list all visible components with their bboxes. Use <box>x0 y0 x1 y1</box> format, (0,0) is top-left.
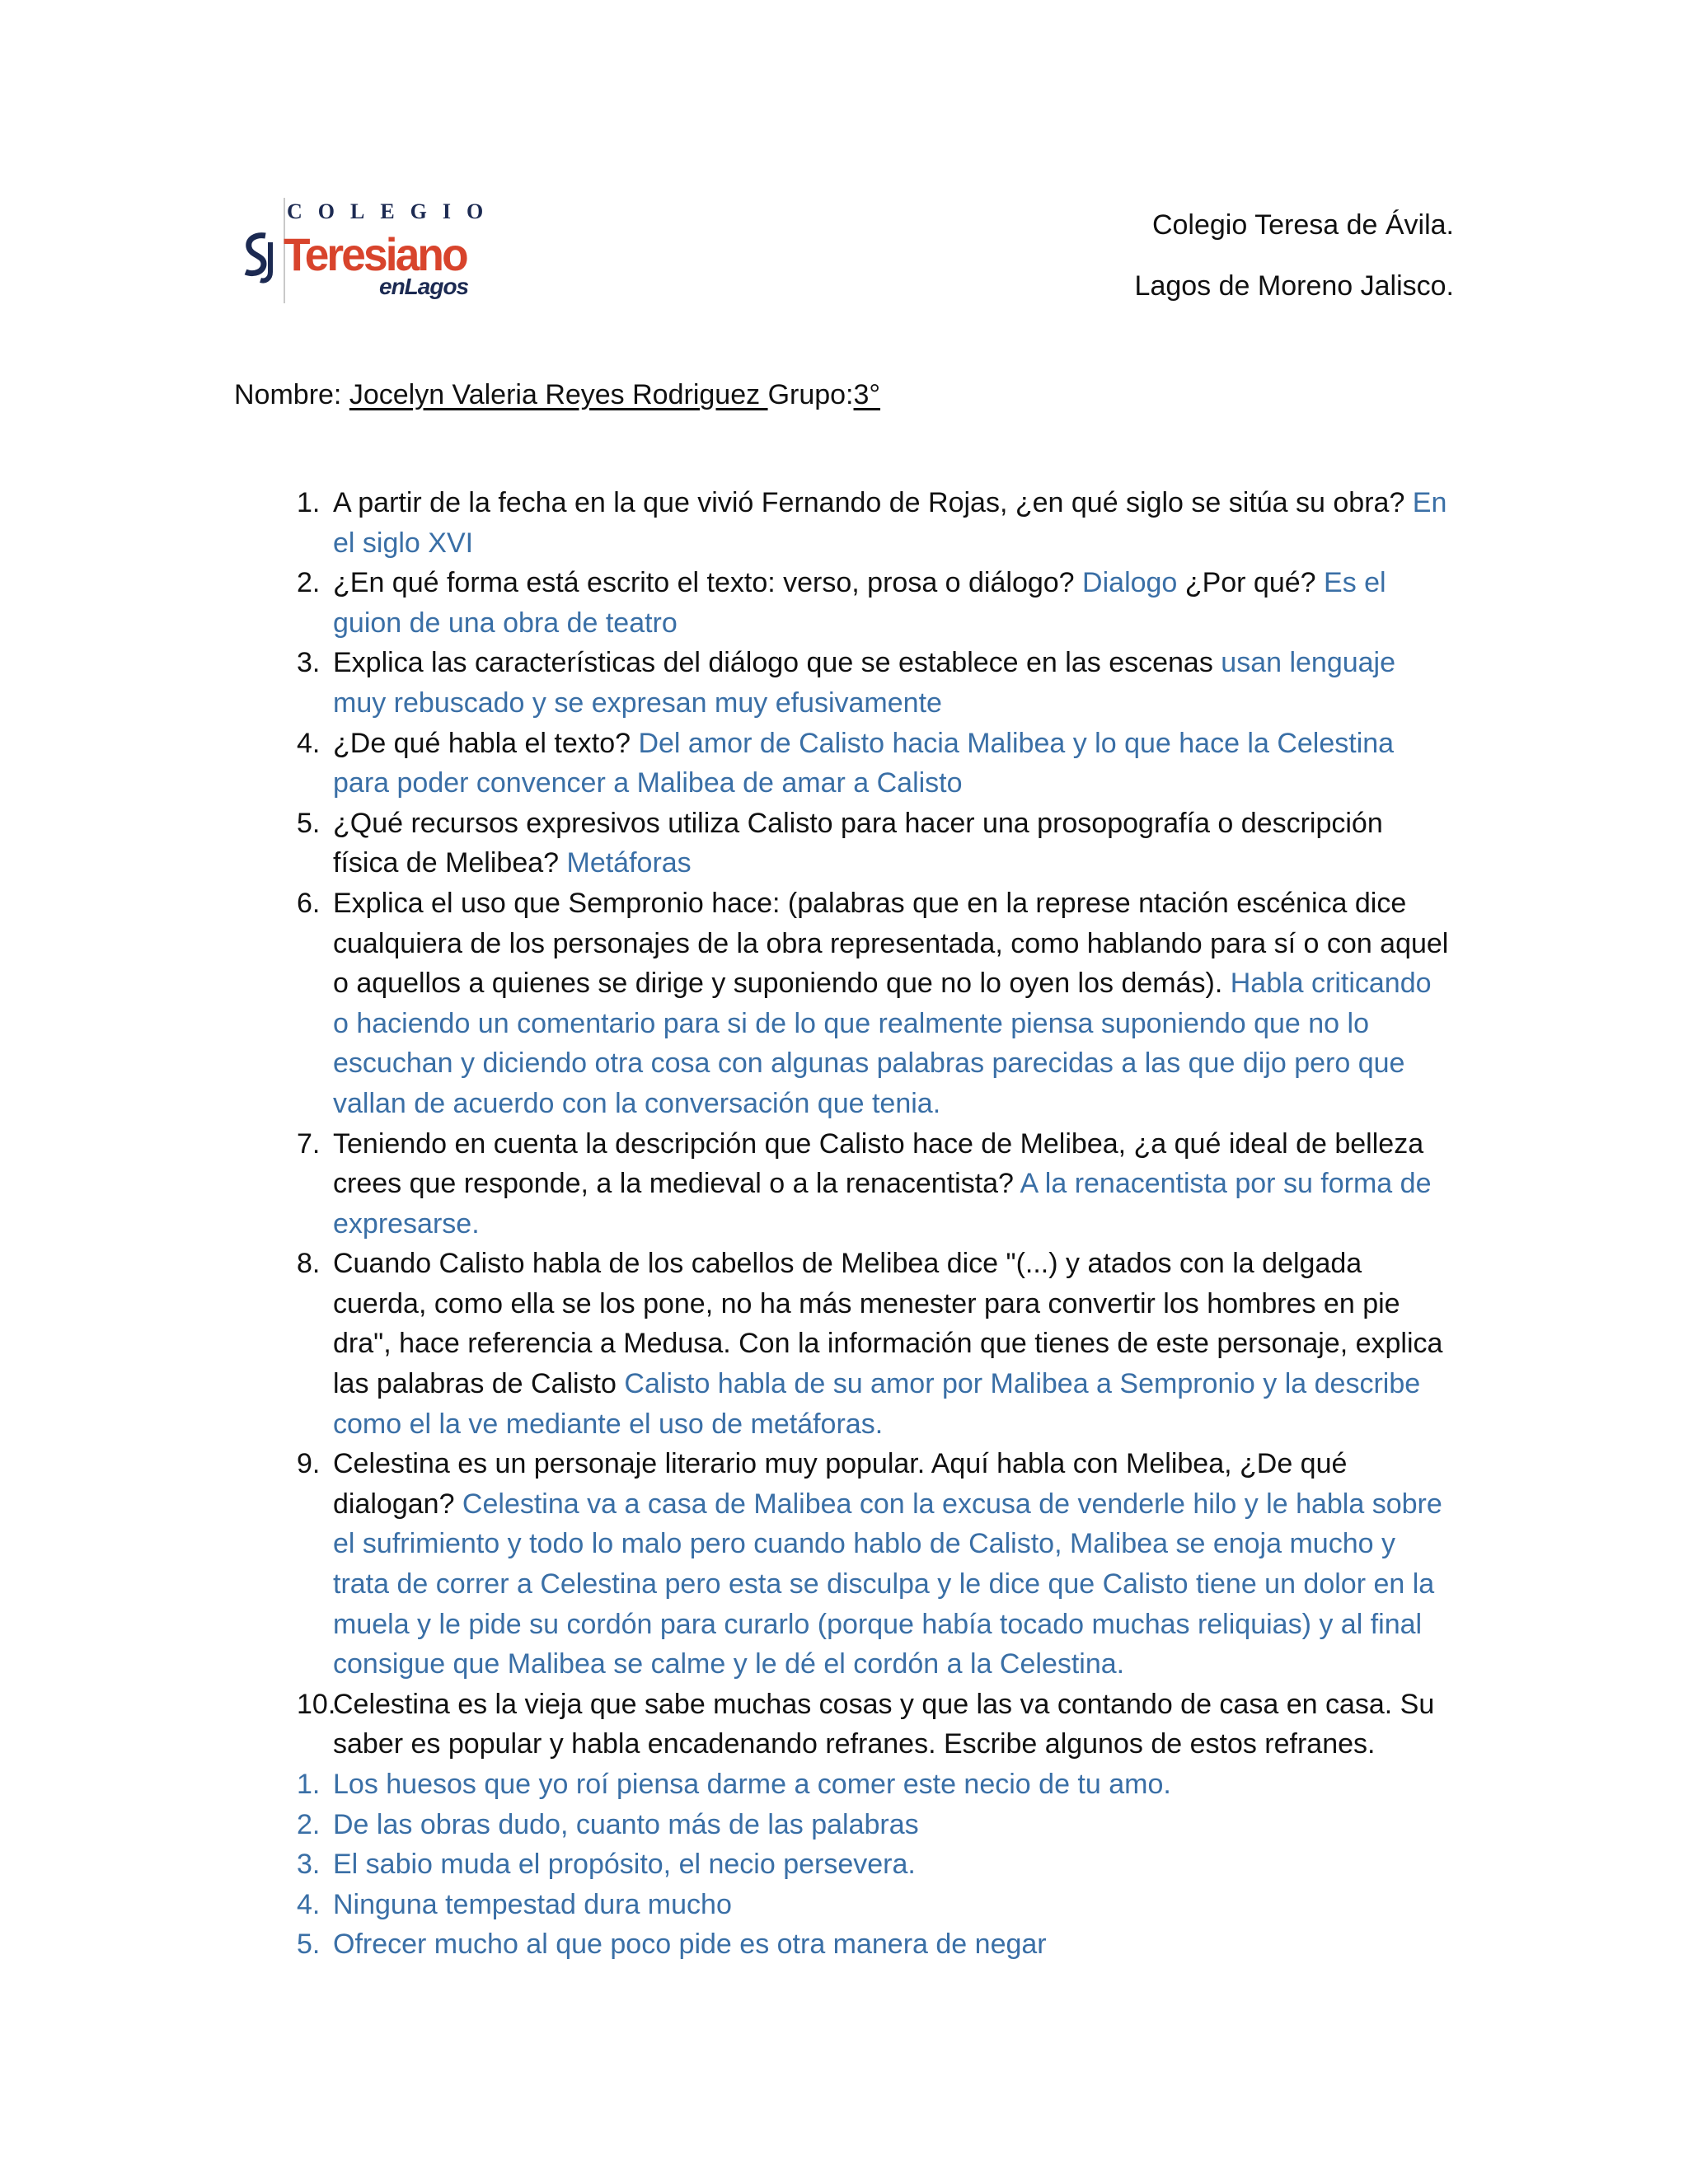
answer-text-followup: Es el guion de una obra de teatro <box>333 567 1386 639</box>
question-text: Explica el uso que Sempronio hace: (palabras que en la represe ntación escénica dice cualquiera de los personajes de la obra representada, como hablando para sí o con aquel o aquellos a quienes se dirige y suponiendo que no lo oyen los demás). <box>333 887 1449 1000</box>
refran-number: 5. <box>297 1929 321 1961</box>
refran-text: El sabio muda el propósito, el necio persevera. <box>333 1849 916 1881</box>
group-value: 3° <box>853 379 881 410</box>
question-number: 2. <box>297 567 321 599</box>
question-item <box>234 643 1454 723</box>
question-number: 9. <box>297 1448 321 1480</box>
answer-text: Celestina va a casa de Malibea con la excusa de venderle hilo y le habla sobre el sufrimiento y todo lo malo pero cuando hablo de Calisto, Malibea se enoja mucho y trata de correr a Celestina pero esta se disculpa y le dice que Calisto tiene un dolor en la muela y le pide su cordón para curarlo (porque había tocado muchas reliquias) y al final consigue que Malibea se calme y le dé el cordón a la Celestina. <box>333 1488 1442 1680</box>
question-list <box>234 483 1454 1965</box>
answer-text: Dialogo <box>1082 567 1178 599</box>
question-number: 1. <box>297 487 321 518</box>
refran-item <box>234 1844 1454 1885</box>
student-info <box>234 379 880 411</box>
question-number: 10. <box>297 1688 336 1720</box>
refran-text: De las obras dudo, cuanto más de las palabras <box>333 1808 919 1840</box>
question-item <box>234 1124 1454 1244</box>
answer-text: Del amor de Calisto hacia Malibea y lo que hace la Celestina para poder convencer a Malibea de amar a Calisto <box>333 727 1395 799</box>
refran-text: Ofrecer mucho al que poco pide es otra manera de negar <box>333 1929 1047 1961</box>
sj-monogram-icon <box>241 231 277 284</box>
question-number: 7. <box>297 1127 321 1160</box>
refran-number: 4. <box>297 1888 321 1920</box>
question-text: Teniendo en cuenta la descripción que Calisto hace de Melibea, ¿a qué ideal de belleza crees que responde, a la medieval o a la renacentista? <box>333 1127 1424 1200</box>
logo-text-teresiano: Teresiano <box>284 228 467 280</box>
question-number: 6. <box>297 887 321 919</box>
answer-text: Metáforas <box>566 847 692 879</box>
question-text: Celestina es un personaje literario muy popular. Aquí habla con Melibea, ¿De qué dialogan? <box>333 1448 1348 1520</box>
question-item <box>234 483 1454 563</box>
question-item <box>234 724 1454 804</box>
answer-text: A la renacentista por su forma de expresarse. <box>333 1168 1432 1240</box>
question-item <box>234 804 1454 883</box>
refran-text: Ninguna tempestad dura mucho <box>333 1888 732 1920</box>
question-text: Explica las características del diálogo que se establece en las escenas <box>333 647 1221 679</box>
question-text: ¿Qué recursos expresivos utiliza Calisto para hacer una prosopografía o descripción física de Melibea? <box>333 807 1383 879</box>
question-text: Celestina es la vieja que sabe muchas cosas y que las va contando de casa en casa. Su saber es popular y habla encadenando refranes. Escribe algunos de estos refranes. <box>333 1688 1435 1760</box>
question-text: ¿En qué forma está escrito el texto: verso, prosa o diálogo? <box>333 567 1083 599</box>
school-header <box>1135 194 1454 316</box>
school-location: Lagos de Moreno Jalisco. <box>1134 270 1454 302</box>
question-number: 8. <box>297 1248 321 1280</box>
name-label: Nombre: <box>234 379 349 410</box>
question-item <box>234 1685 1454 1765</box>
question-item <box>234 563 1454 643</box>
question-number: 3. <box>297 647 321 679</box>
refran-number: 3. <box>297 1849 321 1881</box>
refran-number: 2. <box>297 1808 321 1840</box>
question-number: 5. <box>297 807 321 839</box>
answer-text: En el siglo XVI <box>333 487 1447 559</box>
question-item <box>234 883 1454 1124</box>
refran-item <box>234 1765 1454 1805</box>
refran-item <box>234 1885 1454 1925</box>
question-item <box>234 1444 1454 1685</box>
logo-text-colegio: COLEGIO <box>287 199 499 223</box>
question-text: Cuando Calisto habla de los cabellos de Melibea dice "(...) y atados con la delgada cuerda, como ella se los pone, no ha más menester para convertir los hombres en pie dra", hace referencia a Medusa. Con la información que tienes de este personaje, explica las palabras de Calisto <box>333 1248 1443 1400</box>
question-text-followup: ¿Por qué? <box>1177 567 1325 599</box>
answer-text: Habla criticando o haciendo un comentario para si de lo que realmente piensa suponiendo que no lo escuchan y diciendo otra cosa con algunas palabras parecidas a las que dijo pero que vallan de acuerdo con la conversación que tenia. <box>333 968 1432 1119</box>
refran-item <box>234 1924 1454 1965</box>
question-item <box>234 1244 1454 1444</box>
refran-text: Los huesos que yo roí piensa darme a comer este necio de tu amo. <box>333 1769 1171 1800</box>
question-text: A partir de la fecha en la que vivió Fernando de Rojas, ¿en qué siglo se sitúa su obra? <box>333 487 1413 518</box>
logo-text-enlagos: enLagos <box>379 274 469 299</box>
refran-item <box>234 1805 1454 1845</box>
question-number: 4. <box>297 727 321 759</box>
group-label: Grupo: <box>767 379 854 410</box>
question-text: ¿De qué habla el texto? <box>333 727 639 759</box>
school-logo <box>241 194 499 310</box>
answer-text: Calisto habla de su amor por Malibea a Sempronio y la describe como el la ve mediante el uso de metáforas. <box>333 1368 1421 1440</box>
student-name: Jocelyn Valeria Reyes Rodriguez <box>349 379 768 410</box>
school-name: Colegio Teresa de Ávila. <box>1151 209 1454 241</box>
answer-text: usan lenguaje muy rebuscado y se expresan muy efusivamente <box>333 647 1396 719</box>
refran-number: 1. <box>297 1769 321 1800</box>
